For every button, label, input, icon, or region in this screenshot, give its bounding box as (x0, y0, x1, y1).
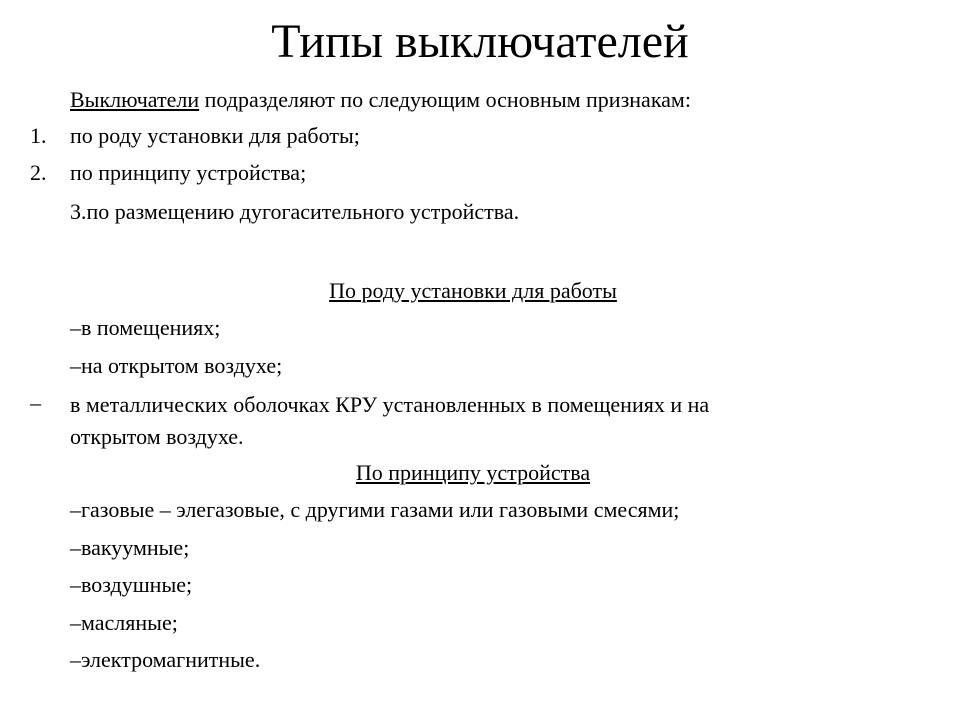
section-design-heading: По принципу устройства (355, 460, 591, 485)
slide-title: Типы выключателей (271, 15, 689, 68)
design-item-3: –воздушные; (70, 572, 193, 597)
criterion-1-text: по роду установки для работы; (70, 123, 360, 148)
design-item-1: –газовые – элегазовые, с другими газами или газовыми смесями; (70, 497, 680, 522)
intro-line (70, 86, 691, 114)
install-item-3-marker: – (30, 390, 41, 415)
install-item-2: –на открытом воздухе; (70, 353, 283, 378)
criterion-2-text: по принципу устройства; (70, 160, 307, 185)
install-item-3-line2: открытом воздухе. (70, 424, 244, 449)
design-item-4: –масляные; (70, 610, 178, 635)
intro-rest: подразделяют по следующим основным признакам: (199, 87, 691, 112)
design-item-2: –вакуумные; (70, 535, 190, 560)
design-item-5: –электромагнитные. (70, 647, 261, 672)
install-item-1: –в помещениях; (70, 315, 221, 340)
intro-subject: Выключатели (70, 87, 200, 112)
criterion-2-marker: 2. (30, 160, 47, 185)
criterion-3-text: 3.по размещению дугогасительного устройства. (70, 199, 520, 224)
install-item-3-line1: в металлических оболочках КРУ установленных в помещениях и на (70, 392, 710, 417)
section-install-heading: По роду установки для работы (329, 278, 617, 303)
criterion-1-marker: 1. (30, 123, 47, 148)
